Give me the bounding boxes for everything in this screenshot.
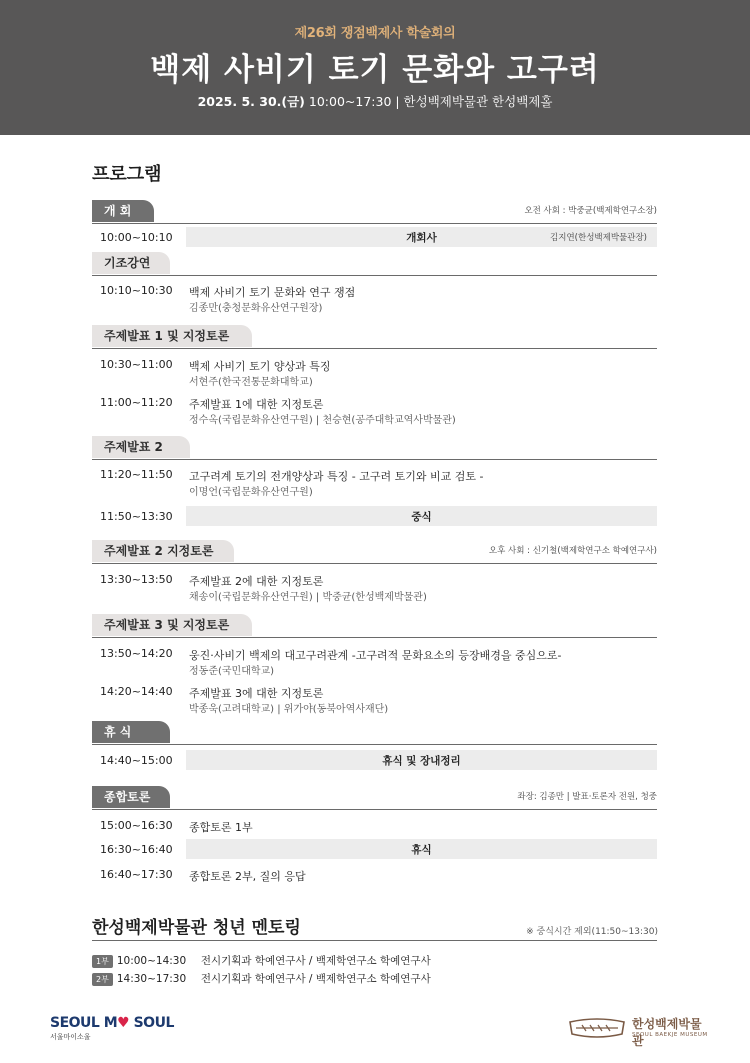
seoul-logo-subtext: 서울마이소울 <box>50 1033 91 1041</box>
row-time: 11:20~11:50 <box>100 468 173 481</box>
row-time: 10:30~11:00 <box>100 358 173 371</box>
session-host: 오전 사회 : 박중균(백제학연구소장) <box>524 206 657 216</box>
row-time: 14:40~15:00 <box>100 754 173 767</box>
row-title: 주제발표 1에 대한 지정토론 <box>189 398 324 411</box>
section-label: 기조강연 <box>92 252 170 274</box>
row-time: 10:00~10:10 <box>100 231 173 244</box>
divider <box>92 940 657 941</box>
row-title: 주제발표 2에 대한 지정토론 <box>189 575 324 588</box>
row-title: 중식 <box>411 511 432 523</box>
mentoring-note: ※ 중식시간 제외(11:50~13:30) <box>526 927 658 937</box>
row-time: 14:20~14:40 <box>100 685 173 698</box>
row-time: 15:00~16:30 <box>100 819 173 832</box>
section-break <box>92 719 657 745</box>
highlight-bar <box>186 750 657 770</box>
program-title: 프로그램 <box>92 164 162 185</box>
section-label: 종합토론 <box>92 786 170 808</box>
section-presentation-3 <box>92 612 657 638</box>
row-time: 13:30~13:50 <box>100 573 173 586</box>
session-host: 오후 사회 : 신기철(백제학연구소 학예연구사) <box>488 546 657 556</box>
conference-date-venue <box>0 92 750 110</box>
conference-subtitle: 제26회 쟁점백제사 학술회의 <box>294 26 456 41</box>
row-time: 10:10~10:30 <box>100 284 173 297</box>
divider <box>92 744 657 745</box>
row-title: 백제 사비기 토기 문화와 연구 쟁점 <box>189 286 356 299</box>
highlight-bar <box>186 839 657 859</box>
section-label: 개 회 <box>92 200 154 222</box>
header-banner <box>0 0 750 135</box>
row-time: 16:30~16:40 <box>100 843 173 856</box>
row-title: 고구려계 토기의 전개양상과 특징 - 고구려 토기와 비교 검토 - <box>189 470 484 483</box>
section-presentation-2 <box>92 434 657 460</box>
row-title: 웅진·사비기 백제의 대고구려관계 -고구려적 문화요소의 등장배경을 중심으로- <box>189 649 562 662</box>
mentoring-title: 한성백제박물관 청년 멘토링 <box>92 918 301 938</box>
mentoring-item <box>92 953 431 968</box>
heart-icon: ♥ <box>117 1015 130 1031</box>
section-label: 주제발표 2 지정토론 <box>92 540 234 562</box>
row-title: 휴식 <box>411 844 432 856</box>
mentoring-time: 10:00~14:30 <box>116 955 187 967</box>
row-time: 11:00~11:20 <box>100 396 173 409</box>
conference-title: 백제 사비기 토기 문화와 고구려 <box>150 52 600 88</box>
section-label: 주제발표 3 및 지정토론 <box>92 614 252 636</box>
highlight-bar <box>186 506 657 526</box>
row-title: 개회사 <box>406 232 437 244</box>
row-title: 종합토론 1부 <box>189 821 253 834</box>
row-speaker: 이명언(국립문화유산연구원) <box>189 487 313 498</box>
row-time: 11:50~13:30 <box>100 510 173 523</box>
row-note: 김지연(한성백제박물관장) <box>550 233 647 243</box>
seoul-logo-text: SEOUL M <box>50 1015 118 1031</box>
session-host: 좌장: 김종만 | 발표·토론자 전원, 청중 <box>517 792 657 802</box>
divider <box>92 223 657 224</box>
row-speaker: 박종욱(고려대학교) | 위가야(동북아역사재단) <box>189 704 389 715</box>
row-title: 주제발표 3에 대한 지정토론 <box>189 687 324 700</box>
section-general-discussion <box>92 784 657 810</box>
section-presentation-1 <box>92 323 657 349</box>
divider <box>92 348 657 349</box>
row-speaker: 채송이(국립문화유산연구원) | 박중균(한성백제박물관) <box>189 592 427 603</box>
row-speaker: 정수옥(국립문화유산연구원) | 천승현(공주대학교역사박물관) <box>189 415 456 426</box>
divider <box>92 637 657 638</box>
museum-name-en: SEOUL BAEKJE MUSEUM <box>632 1032 708 1038</box>
mentoring-time: 14:30~17:30 <box>116 973 187 985</box>
seoul-my-soul-logo <box>50 1015 174 1042</box>
divider <box>92 459 657 460</box>
row-title: 종합토론 2부, 질의 응답 <box>189 870 306 883</box>
mentoring-desc: 전시기획과 학예연구사 / 백제학연구소 학예연구사 <box>200 973 431 985</box>
section-label: 주제발표 1 및 지정토론 <box>92 325 252 347</box>
highlight-bar <box>186 227 657 247</box>
part-badge: 1부 <box>92 955 113 968</box>
mentoring-desc: 전시기획과 학예연구사 / 백제학연구소 학예연구사 <box>200 955 431 967</box>
row-title: 휴식 및 장내정리 <box>382 755 461 767</box>
row-title: 백제 사비기 토기 양상과 특징 <box>189 360 331 373</box>
divider <box>92 809 657 810</box>
museum-name: 한성백제박물관 <box>632 1017 702 1048</box>
row-time: 13:50~14:20 <box>100 647 173 660</box>
row-speaker: 서현주(한국전통문화대학교) <box>189 377 313 388</box>
section-opening <box>92 198 657 224</box>
row-speaker: 김종만(충청문화유산연구원장) <box>189 303 323 314</box>
mentoring-item <box>92 971 431 986</box>
divider <box>92 275 657 276</box>
section-label: 주제발표 2 <box>92 436 190 458</box>
conference-date: 2025. 5. 30.(금) <box>197 94 305 109</box>
row-time: 16:40~17:30 <box>100 868 173 881</box>
museum-logo <box>568 1014 708 1048</box>
conference-time-venue: 10:00~17:30 | 한성백제박물관 한성백제홀 <box>304 94 553 109</box>
seoul-logo-text: SOUL <box>129 1015 174 1031</box>
section-discussion-2 <box>92 538 657 564</box>
section-keynote <box>92 250 657 276</box>
part-badge: 2부 <box>92 973 113 986</box>
row-speaker: 정동준(국민대학교) <box>189 666 275 677</box>
divider <box>92 563 657 564</box>
section-label: 휴 식 <box>92 721 170 743</box>
museum-emblem-icon <box>568 1016 626 1040</box>
